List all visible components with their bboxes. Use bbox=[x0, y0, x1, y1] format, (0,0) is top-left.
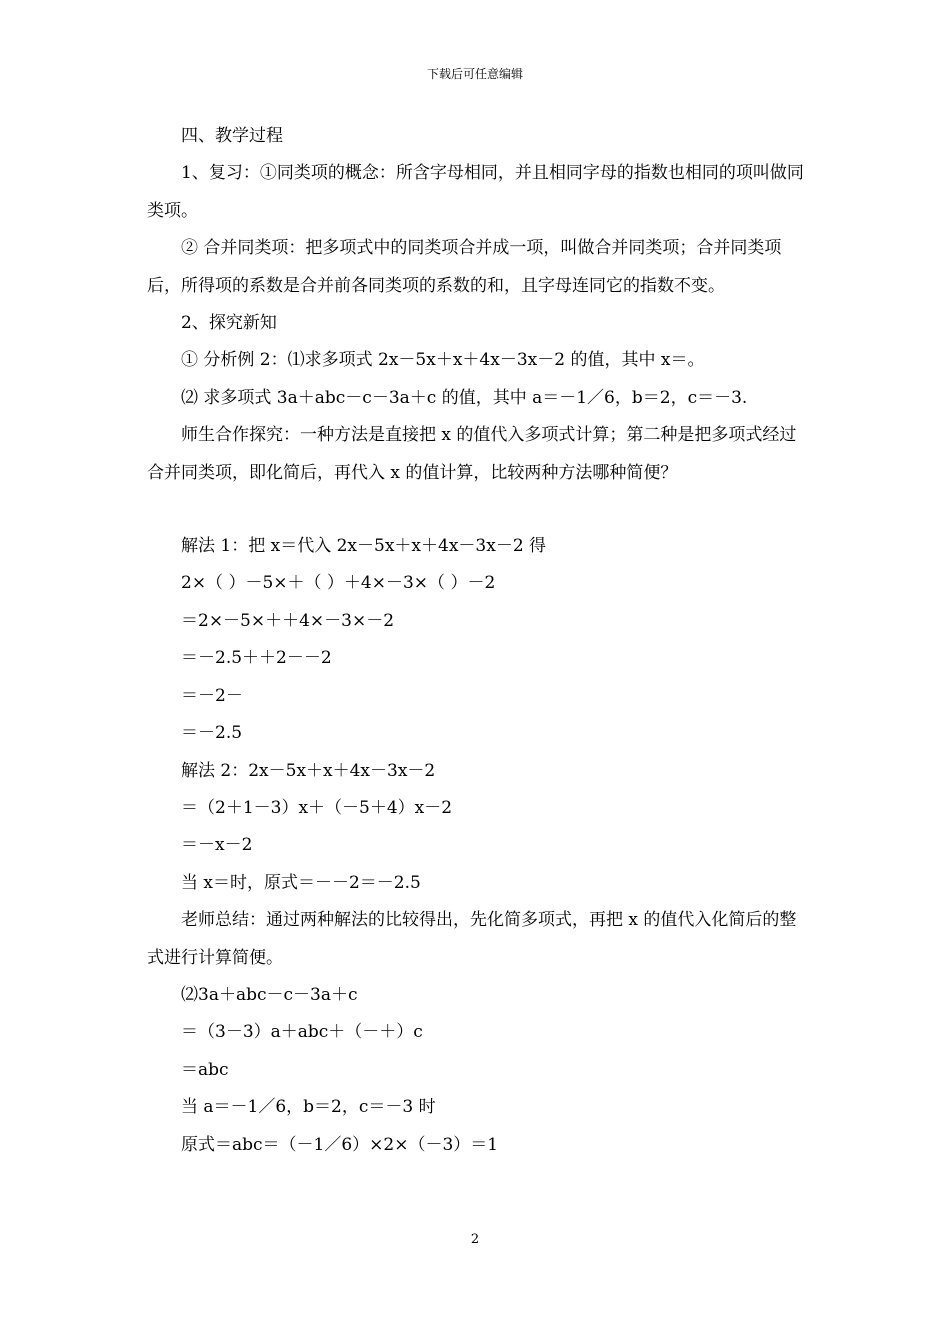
equation-line: 2×（ ）－5×＋（ ）＋4×－3×（ ）－2 bbox=[181, 573, 496, 594]
equation-line: ＝－2.5＋＋2－－2 bbox=[181, 648, 332, 669]
document-body bbox=[147, 118, 807, 1164]
equation-line: 原式＝abc＝（－1／6）×2×（－3）＝1 bbox=[181, 1134, 499, 1155]
paragraph: 师生合作探究：一种方法是直接把 x 的值代入多项式计算；第二种是把多项式经过合并同类项，即化简后，再代入 x 的值计算，比较两种方法哪种简便？ bbox=[147, 425, 797, 483]
equation-line: 解法 2：2x－5x＋x＋4x－3x－2 bbox=[181, 760, 436, 781]
equation-line: 当 a＝－1／6，b＝2，c＝－3 时 bbox=[181, 1097, 436, 1118]
equation-line: ⑵3a＋abc－c－3a＋c bbox=[181, 984, 358, 1005]
paragraph: ⑵ 求多项式 3a＋abc－c－3a＋c 的值，其中 a＝－1／6，b＝2，c＝－3. bbox=[181, 387, 748, 408]
paragraph: ② 合并同类项：把多项式中的同类项合并成一项，叫做合并同类项；合并同类项后，所得项的系数是合并前各同类项的系数的和，且字母连同它的指数不变。 bbox=[147, 238, 782, 296]
page-number: 2 bbox=[470, 1232, 480, 1247]
equation-line: 当 x＝时，原式＝－－2＝－2.5 bbox=[181, 872, 421, 893]
subsection-heading: 2、探究新知 bbox=[181, 313, 277, 334]
equation-line: ＝－x－2 bbox=[181, 835, 253, 856]
paragraph: 1、复习：①同类项的概念：所含字母相同，并且相同字母的指数也相同的项叫做同类项。 bbox=[147, 163, 804, 221]
equation-line: 解法 1：把 x＝代入 2x－5x＋x＋4x－3x－2 得 bbox=[181, 536, 547, 557]
equation-line: ＝abc bbox=[181, 1059, 229, 1080]
blank-line bbox=[147, 492, 807, 528]
equation-line: ＝2×－5×＋＋4×－3×－2 bbox=[181, 610, 395, 631]
equation-line: ＝（2＋1－3）x＋（－5＋4）x－2 bbox=[181, 797, 453, 818]
equation-line: ＝－2－ bbox=[181, 685, 243, 706]
equation-line: ＝－2.5 bbox=[181, 723, 243, 744]
paragraph: 老师总结：通过两种解法的比较得出，先化简多项式，再把 x 的值代入化简后的整式进行计算简便。 bbox=[147, 910, 797, 968]
section-heading: 四、教学过程 bbox=[181, 126, 283, 146]
equation-line: ＝（3－3）a＋abc＋（－＋）c bbox=[181, 1022, 423, 1043]
page-header: 下载后可任意编辑 bbox=[426, 67, 523, 81]
paragraph: ① 分析例 2：⑴求多项式 2x－5x＋x＋4x－3x－2 的值，其中 x＝。 bbox=[181, 350, 705, 371]
